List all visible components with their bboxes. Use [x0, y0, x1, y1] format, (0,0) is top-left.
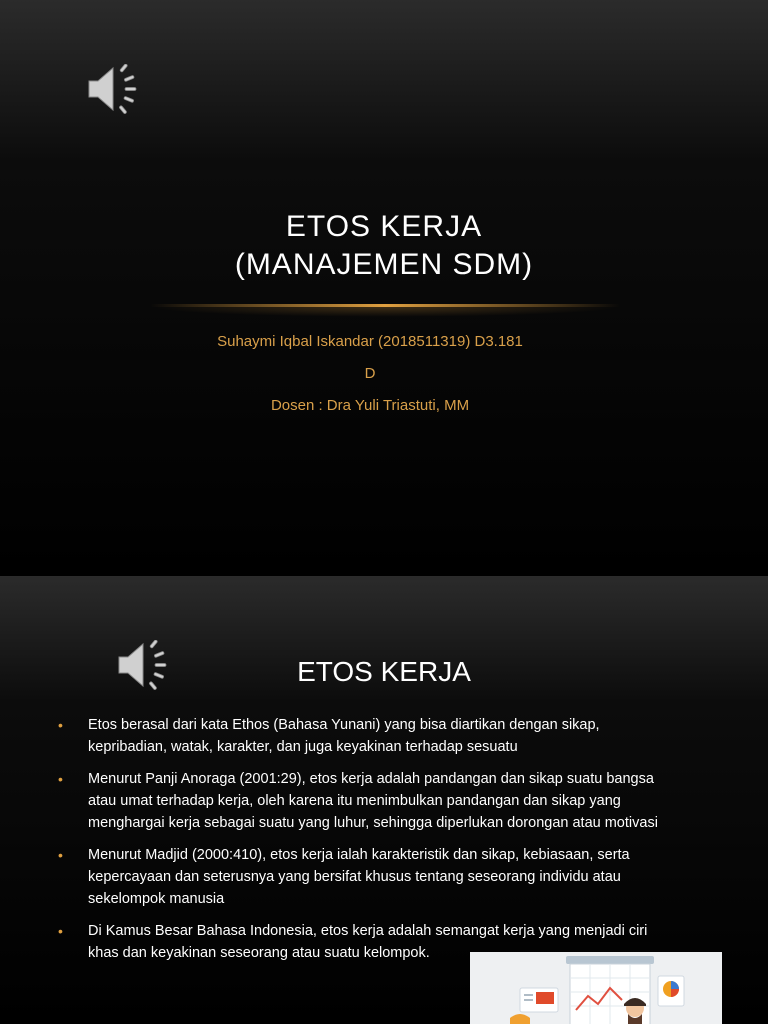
bullet-item [58, 768, 718, 834]
bullet-line: Etos berasal dari kata Ethos (Bahasa Yunani) yang bisa diartikan dengan sikap, [88, 717, 600, 733]
bullet-marker: • [58, 771, 63, 787]
bullet-item [58, 714, 718, 758]
bullet-line: khas dan keyakinan seseorang atau suatu kelompok. [88, 945, 430, 961]
subtitle-lecturer: Dosen : Dra Yuli Triastuti, MM [270, 397, 470, 414]
subtitle-class: D [364, 365, 376, 382]
bullet-marker: • [58, 717, 63, 733]
presentation-illustration [470, 952, 722, 1024]
slide-title [0, 208, 768, 284]
slide-title: ETOS KERJA [297, 656, 471, 687]
bullet-list [58, 714, 718, 974]
title-divider-glow [150, 307, 620, 317]
title-line-1: ETOS KERJA [285, 210, 483, 243]
bullet-marker: • [58, 847, 63, 863]
title-line-2: (MANAJEMEN SDM) [234, 248, 534, 281]
bullet-line: Menurut Madjid (2000:410), etos kerja ialah karakteristik dan sikap, kebiasaan, serta [88, 847, 630, 863]
subtitle-author: Suhaymi Iqbal Iskandar (2018511319) D3.181 [217, 333, 523, 350]
speaker-icon[interactable] [86, 64, 138, 114]
bullet-line: kepribadian, watak, karakter, dan juga keyakinan terhadap sesuatu [88, 739, 518, 755]
bullet-line: Di Kamus Besar Bahasa Indonesia, etos kerja adalah semangat kerja yang menjadi ciri [88, 923, 648, 939]
bullet-item [58, 844, 718, 910]
bullet-line: Menurut Panji Anoraga (2001:29), etos kerja adalah pandangan dan sikap suatu bangsa [88, 771, 654, 787]
presentation-illustration-icon [470, 952, 722, 1024]
bullet-line: sekelompok manusia [88, 891, 225, 907]
bullet-line: kepercayaan dan seterusnya yang bersifat khusus tentang seseorang individu atau [88, 869, 621, 885]
bullet-line: atau umat terhadap kerja, oleh karena itu menimbulkan pandangan dan sikap yang [88, 793, 621, 809]
bullet-line: menghargai kerja sebagai suatu yang luhur, sehingga diperlukan dorongan atau motivasi [88, 815, 658, 831]
bullet-marker: • [58, 923, 63, 939]
